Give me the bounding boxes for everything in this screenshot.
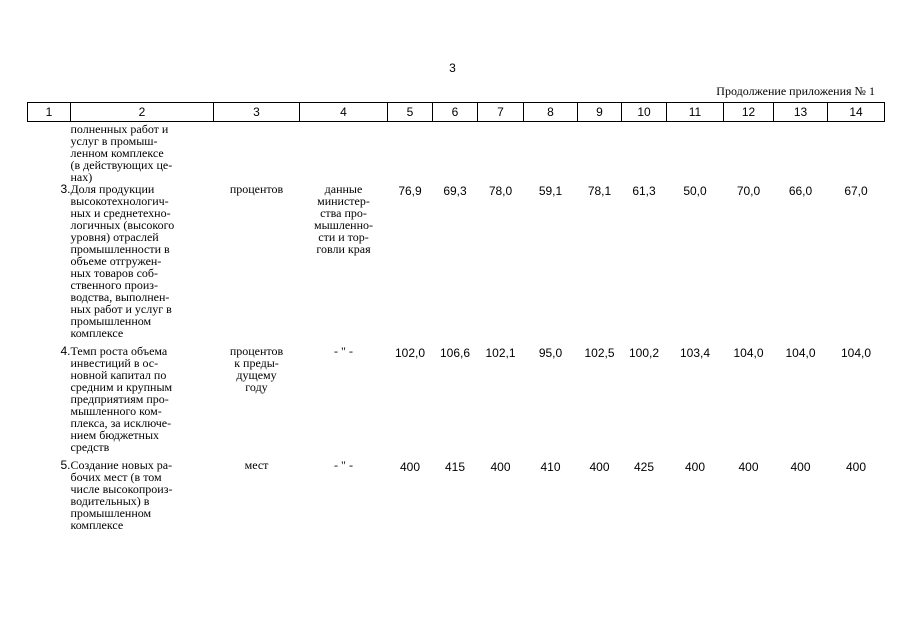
value-cell: 76,9 (398, 184, 422, 198)
value-cell: 104,0 (840, 346, 872, 360)
header-cell: 11 (667, 103, 724, 122)
page-number: 3 (449, 61, 456, 75)
indicator-name: Темп роста объема инвестиций в ос- новной капитал по средним и крупным предприятиям про- мышленного ком- плекса, за исключе- нием бюджетных средств (70, 344, 173, 454)
header-row (28, 103, 885, 122)
table-row (28, 345, 885, 453)
value-cell: 70,0 (736, 184, 761, 198)
value-cell: 102,0 (394, 346, 426, 360)
value-cell: 78,1 (587, 184, 612, 198)
header-cell: 3 (214, 103, 300, 122)
value-cell: 102,1 (485, 346, 516, 360)
indicator-name: Создание новых ра- бочих мест (в том числе высокопроиз- водительных) в промышленном комплексе (70, 458, 173, 532)
header-cell: 6 (433, 103, 478, 122)
table-row (28, 183, 885, 339)
unit-of-measure: процентов к преды- дущему году (229, 344, 284, 394)
value-cell: 400 (684, 460, 706, 474)
carryover-name: полненных работ и услуг в промыш- ленном комплексе (в действующих це- нах) (70, 122, 173, 184)
value-cell: 61,3 (632, 184, 656, 198)
value-cell: 400 (490, 460, 511, 474)
header-cell: 9 (578, 103, 622, 122)
row-number: 5. (60, 458, 71, 472)
value-cell: 102,5 (584, 346, 615, 360)
value-cell: 400 (738, 460, 759, 474)
value-cell: 400 (790, 460, 811, 474)
value-cell: 69,3 (443, 184, 467, 198)
value-cell: 415 (444, 460, 466, 474)
value-cell: 59,1 (538, 184, 563, 198)
value-cell: 95,0 (538, 346, 563, 360)
unit-of-measure: процентов (229, 182, 284, 196)
continuation-label: Продолжение приложения № 1 (716, 84, 875, 98)
value-cell: 78,0 (488, 184, 513, 198)
value-cell: 100,2 (628, 346, 660, 360)
value-cell: 66,0 (788, 184, 813, 198)
value-cell: 106,6 (439, 346, 471, 360)
value-cell: 104,0 (785, 346, 816, 360)
value-cell: 67,0 (844, 184, 868, 198)
value-cell: 400 (589, 460, 610, 474)
header-cell: 2 (71, 103, 214, 122)
data-source: данные министер- ства про- мышленно- сти и тор- говли края (313, 182, 374, 256)
row-number: 4. (60, 344, 71, 358)
indicators-table (27, 102, 885, 537)
value-cell: 410 (540, 460, 561, 474)
value-cell: 400 (845, 460, 867, 474)
header-cell: 13 (774, 103, 828, 122)
header-cell: 12 (724, 103, 774, 122)
header-cell: 10 (622, 103, 667, 122)
header-cell: 14 (828, 103, 885, 122)
header-cell: 4 (300, 103, 388, 122)
row-number: 3. (60, 182, 71, 196)
value-cell: 425 (633, 460, 655, 474)
value-cell: 103,4 (679, 346, 711, 360)
value-cell: 50,0 (683, 184, 707, 198)
header-cell: 5 (388, 103, 433, 122)
value-cell: 400 (399, 460, 421, 474)
data-source: - " - (334, 344, 353, 358)
data-source: - " - (334, 458, 353, 472)
header-cell: 1 (28, 103, 71, 122)
carryover-row (28, 122, 885, 184)
indicator-name: Доля продукции высокотехнологич- ных и среднетехно- логичных (высокого уровня) отраслей промышленности в объеме отгружен- ных товаров соб- ственного произ- водства, выполнен- ных работ и услуг в промышленном комплексе (70, 182, 175, 340)
value-cell: 104,0 (733, 346, 764, 360)
table-row (28, 459, 885, 531)
header-cell: 7 (478, 103, 524, 122)
header-cell: 8 (524, 103, 578, 122)
unit-of-measure: мест (244, 458, 269, 472)
